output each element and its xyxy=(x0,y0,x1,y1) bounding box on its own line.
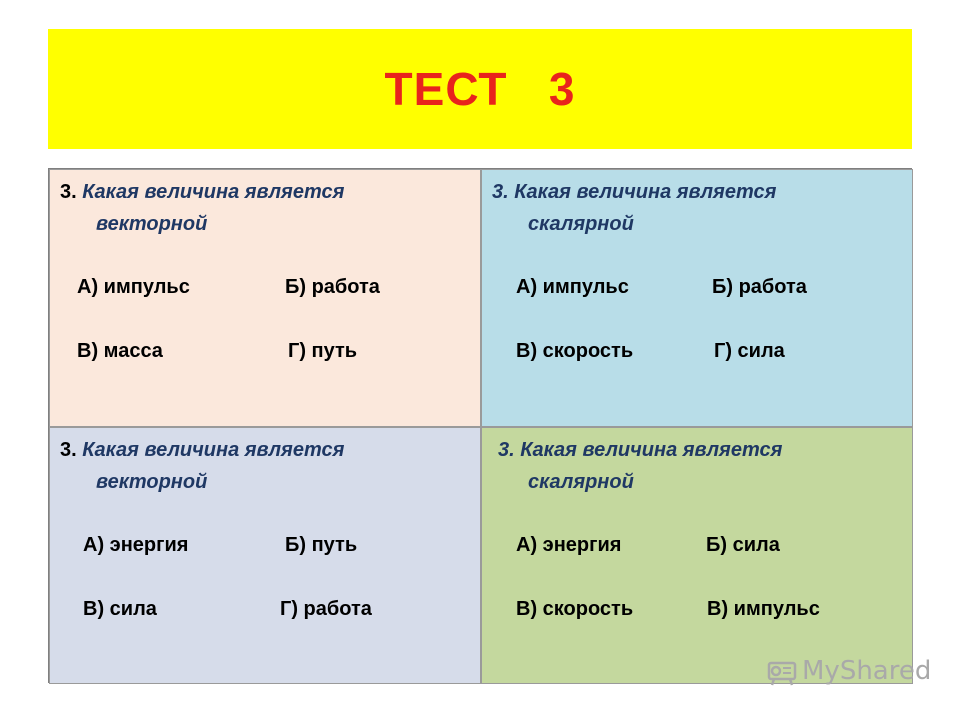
question-2-line2: скалярной xyxy=(528,213,634,235)
option-b: Б) сила xyxy=(706,534,780,556)
question-card-4 xyxy=(481,427,913,684)
option-c: В) сила xyxy=(83,598,157,620)
question-1-line2: векторной xyxy=(96,213,208,235)
projector-icon xyxy=(766,655,798,687)
page-title: ТЕСТ 3 xyxy=(384,63,576,115)
option-a: А) энергия xyxy=(83,534,189,556)
option-a: А) импульс xyxy=(516,276,629,298)
option-c: В) скорость xyxy=(516,340,634,362)
question-text: Какая величина является xyxy=(520,439,783,461)
watermark xyxy=(766,655,931,687)
option-c: В) скорость xyxy=(516,598,634,620)
option-b: Б) работа xyxy=(712,276,807,298)
question-number: 3. xyxy=(60,439,77,461)
option-d: Г) сила xyxy=(714,340,785,362)
option-c: В) масса xyxy=(77,340,163,362)
watermark-text: MyShared xyxy=(802,656,932,686)
question-card-1 xyxy=(49,169,481,427)
option-b: Б) путь xyxy=(285,534,358,556)
option-d: Г) работа xyxy=(280,598,372,620)
option-a: А) энергия xyxy=(516,534,622,556)
question-number: 3. xyxy=(498,439,515,461)
option-d: Г) путь xyxy=(288,340,358,362)
question-4-line2: скалярной xyxy=(528,471,634,493)
title-banner xyxy=(48,29,912,149)
question-grid xyxy=(48,168,912,683)
question-card-2 xyxy=(481,169,913,427)
question-3-line1 xyxy=(60,434,344,466)
question-2-line1 xyxy=(492,176,776,208)
question-text: Какая величина является xyxy=(82,439,345,461)
question-1-line1 xyxy=(60,176,344,208)
option-b: Б) работа xyxy=(285,276,380,298)
question-number: 3. xyxy=(492,181,509,203)
question-text: Какая величина является xyxy=(82,181,345,203)
option-a: А) импульс xyxy=(77,276,190,298)
question-4-line1 xyxy=(498,434,782,466)
question-number: 3. xyxy=(60,181,77,203)
question-3-line2: векторной xyxy=(96,471,208,493)
question-text: Какая величина является xyxy=(514,181,777,203)
question-card-3 xyxy=(49,427,481,684)
option-d: В) импульс xyxy=(707,598,820,620)
